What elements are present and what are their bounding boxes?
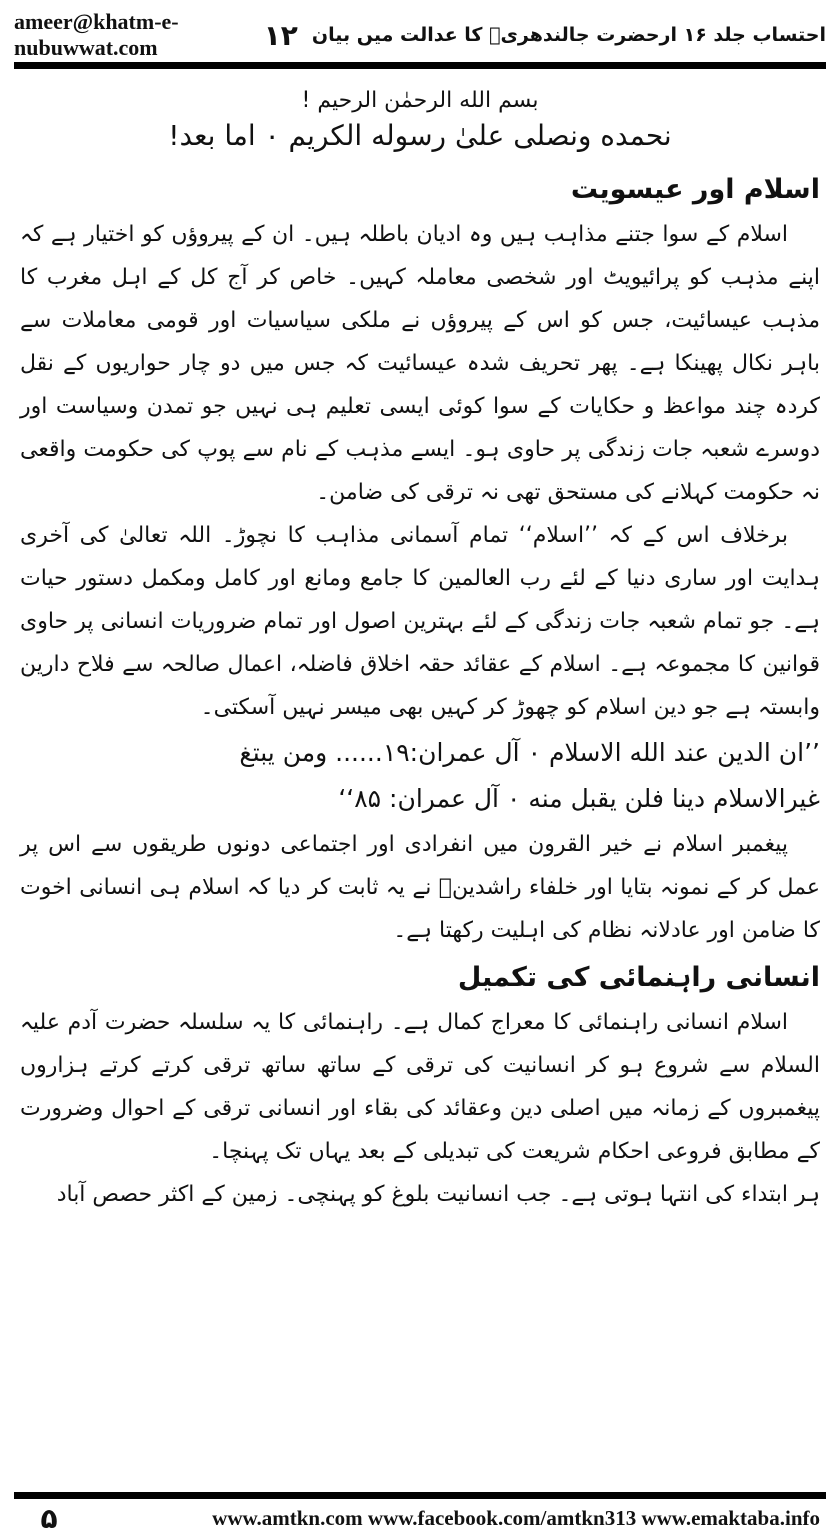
footer-page-number: ۵ <box>40 1501 58 1535</box>
quran-quote-line: ’’ان الدين عند الله الاسلام ۰ آل عمران:۱۹...... ومن يبتغ <box>239 738 820 767</box>
header-divider <box>14 62 826 69</box>
bismillah: بسم الله الرحمٰن الرحيم ! <box>301 88 539 113</box>
footer-urls[interactable]: www.amtkn.com www.facebook.com/amtkn313 www.emaktaba.info <box>212 1505 820 1530</box>
header-page-number: ۱۲ <box>263 18 298 52</box>
paragraph: اسلام انسانی راہنمائی کا معراج کمال ہے۔ راہنمائی کا یہ سلسلہ حضرت آدم علیہ السلام سے شروع ہو کر انسانیت کی ترقی کے ساتھ ساتھ ترقی کرتے کرتے ہزاروں پیغمبروں کے زمانہ میں اصلی دین وعقائد کی بقاء اور انسانی ترقی کے احوال وضرورت کے مطابق فروعی احکام شریعت کی تبدیلی کے بعد یہاں تک پہنچا۔ <box>20 1010 820 1164</box>
running-title: احتساب جلد ۱۶ ارحضرت جالندھریؒ کا عدالت میں بیان <box>311 24 826 46</box>
page-header <box>14 9 826 60</box>
paragraph: برخلاف اس کے کہ ’’اسلام‘‘ تمام آسمانی مذاہب کا نچوڑ۔ اللہ تعالیٰ کی آخری ہدایت اور ساری دنیا کے لئے رب العالمین کا جامع ومانع اور کامل ومکمل دستور حیات ہے۔ جو تمام شعبہ جات زندگی کے لئے بہترین اصول اور تمام ضروریات انسانی پر حاوی قوانین کا مجموعہ ہے۔ اسلام کے عقائد حقہ اخلاق فاضلہ، اعمال صالحہ سے فلاح دارین وابستہ ہے جو دین اسلام کو چھوڑ کر کہیں بھی میسر نہیں آسکتی۔ <box>20 523 820 720</box>
section-heading: اسلام اور عیسویت <box>570 174 820 205</box>
page-footer <box>14 1501 826 1535</box>
header-email[interactable]: ameer@khatm-e-nubuwwat.com <box>14 9 179 60</box>
quran-quote-line: غیرالاسلام دينا فلن يقبل منه ۰ آل عمران: ۸۵‘‘ <box>338 784 820 813</box>
page-body <box>20 88 820 1216</box>
paragraph: اسلام کے سوا جتنے مذاہب ہیں وہ ادیان باطلہ ہیں۔ ان کے پیروؤں کو اختیار ہے کہ اپنے مذہب کو پرائیویٹ اور شخصی معاملہ کہیں۔ خاص کر آج کل کے اہل مغرب کا مذہب عیسائیت، جس کو اس کے پیروؤں نے ملکی سیاسیات اور قومی معاملات سے باہر نکال پھینکا ہے۔ پھر تحریف شدہ عیسائیت کہ جس میں دو چار حواریوں کے نقل کردہ چند مواعظ و حکایات کے سوا کوئی ایسی تعلیم ہی نہیں جو تمدن وسیاست اور دوسرے شعبہ جات زندگی پر حاوی ہو۔ ایسے مذہب کے نام سے پوپ کی حکومت واقعی نہ حکومت کہلانے کی مستحق تھی نہ ترقی کی ضامن۔ <box>20 222 820 505</box>
section-heading: انسانی راہنمائی کی تکمیل <box>457 962 820 993</box>
opening-salutation: نحمده ونصلى علىٰ رسوله الكريم ۰ اما بعد! <box>168 119 672 152</box>
paragraph: ہر ابتداء کی انتہا ہوتی ہے۔ جب انسانیت بلوغ کو پہنچی۔ زمین کے اکثر حصص آباد <box>56 1182 820 1207</box>
header-title-group <box>264 19 826 52</box>
footer-divider <box>14 1492 826 1499</box>
paragraph: پیغمبر اسلام نے خیر القرون میں انفرادی اور اجتماعی دونوں طریقوں سے اس پر عمل کر کے نمونہ بتایا اور خلفاء راشدینؓ نے یہ ثابت کر دیا کہ اسلام ہی انسانی اخوت کا ضامن اور عادلانہ نظام کی اہلیت رکھتا ہے۔ <box>20 832 820 943</box>
